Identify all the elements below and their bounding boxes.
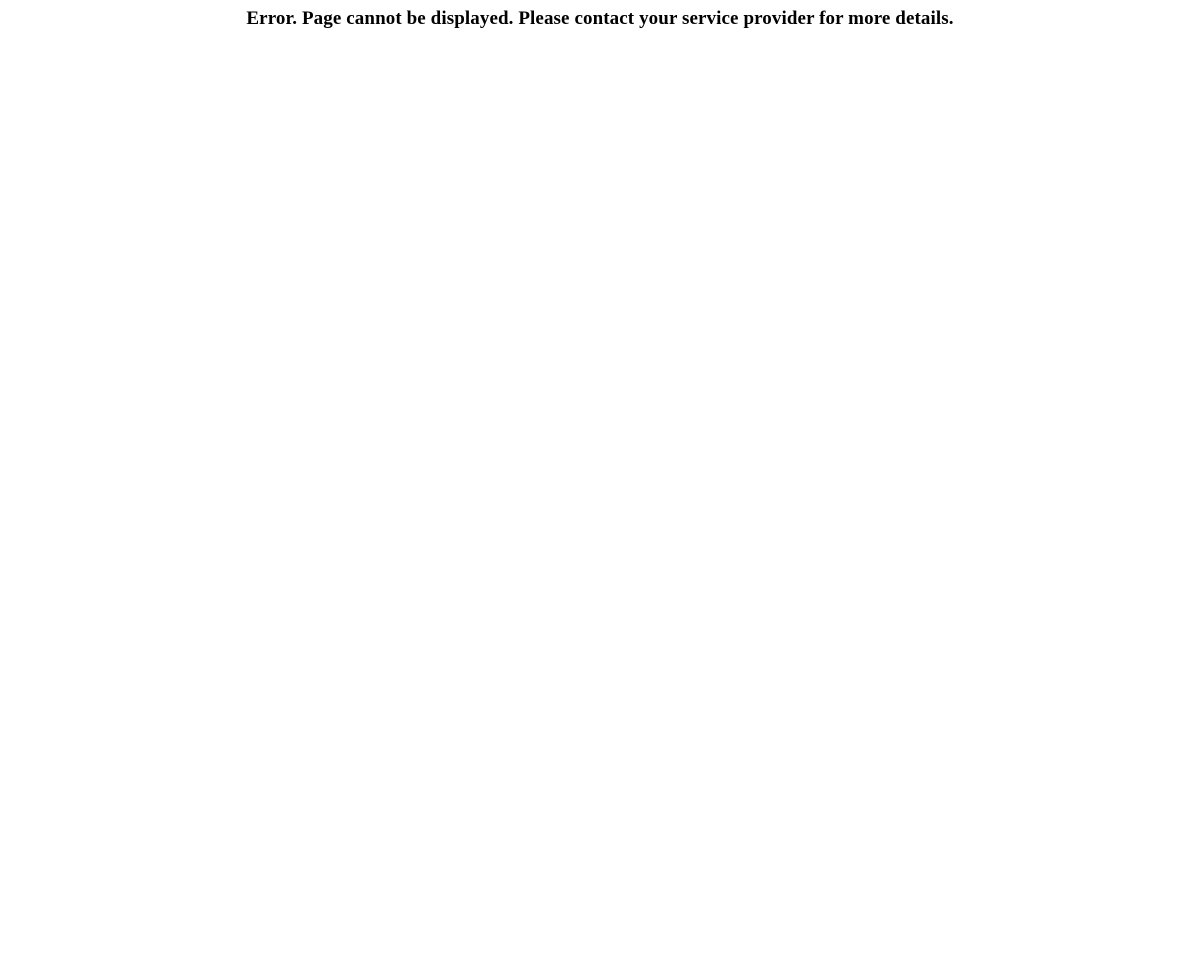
error-message-text: Error. Page cannot be displayed. Please contact your service provider for more details. xyxy=(246,8,954,29)
